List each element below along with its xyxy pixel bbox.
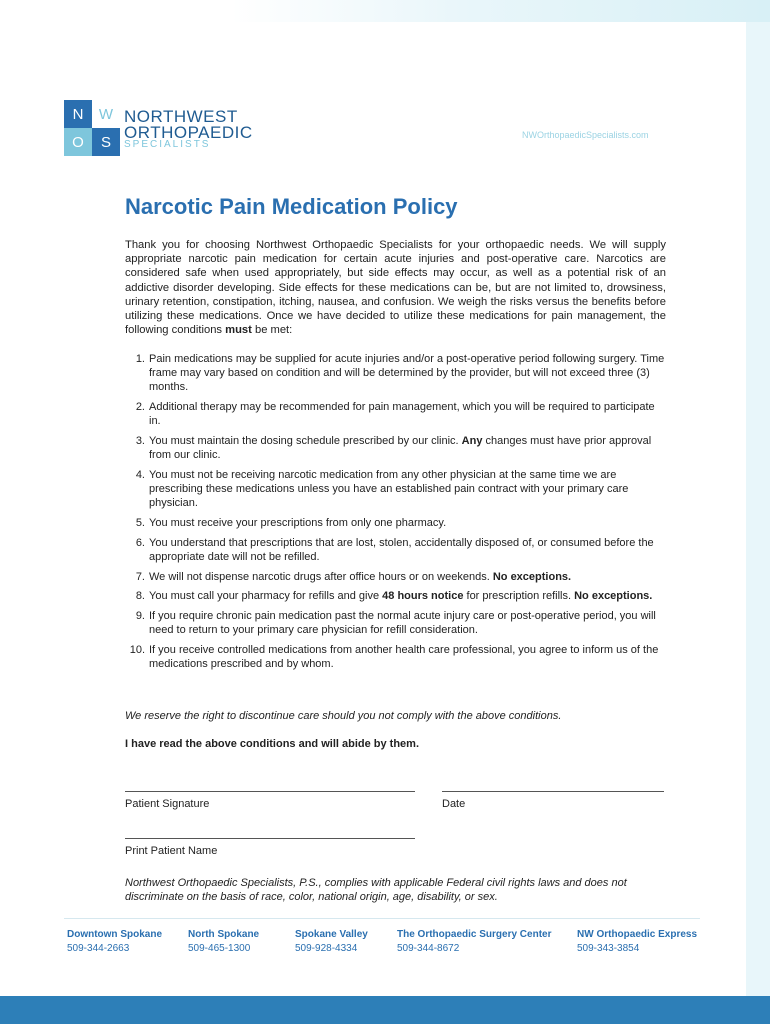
location-surgery-center [397,928,551,956]
intro-paragraph [125,238,666,337]
condition-number: 5. [135,517,145,530]
date-label: Date [442,798,466,810]
condition-item [125,516,666,530]
condition-item [125,434,666,462]
condition-number: 8. [135,590,145,603]
condition-item [125,400,666,428]
location-north-spokane [188,928,259,956]
condition-item [125,589,666,603]
location-phone[interactable]: 509-344-2663 [67,943,130,954]
intro-end: be met: [251,324,293,337]
condition-item [125,536,666,564]
condition-text: You must receive your prescriptions from only one pharmacy. [149,517,447,530]
logo-letter-w: W [92,100,120,128]
condition-item [125,643,666,671]
condition-emphasis: No exceptions. [492,570,572,583]
footer-divider [64,918,700,919]
condition-text: We will not dispense narcotic drugs after office hours or on weekends. [149,570,493,583]
location-spokane-valley [295,928,368,956]
right-decorative-band [746,22,770,996]
condition-number: 4. [135,468,145,481]
intro-must: must [225,324,252,337]
condition-number: 2. [135,401,145,414]
condition-item [125,352,666,395]
location-phone[interactable]: 509-344-8672 [397,943,460,954]
patient-signature-label: Patient Signature [125,798,210,810]
condition-number: 6. [135,536,145,549]
company-logo [64,100,264,160]
condition-text: Pain medications may be supplied for acute injuries and/or a post-operative period following surgery. Time frame may vary based on condition and will be determined by the provider, but will not exceed three (3) months. [149,353,665,394]
top-decorative-stripe [0,0,770,22]
civil-rights-notice: Northwest Orthopaedic Specialists, P.S., complies with applicable Federal civil rights laws and does not discriminate on the basis of race, color, national origin, age, disability, or sex. [125,877,627,903]
bottom-decorative-band [0,996,770,1024]
document-title: Narcotic Pain Medication Policy [125,194,458,219]
logo-wordmark-line1: NORTHWEST [124,107,238,126]
location-phone[interactable]: 509-343-3854 [577,943,640,954]
logo-letter-n: N [64,100,92,128]
condition-text: You understand that prescriptions that are lost, stolen, accidentally disposed of, or consumed before the appropriate date will not be refilled. [149,536,654,563]
logo-wordmark-line3: SPECIALISTS [124,139,211,150]
logo-letter-s: S [92,128,120,156]
conditions-list [125,352,666,677]
location-name: Downtown Spokane [67,929,162,940]
condition-text: You must not be receiving narcotic medication from any other physician at the same time we are prescribing these medications unless you have an established pain contract with your primary care physician. [149,468,629,510]
condition-number: 1. [135,353,145,365]
condition-text: for prescription refills. [463,590,575,603]
intro-text: Thank you for choosing Northwest Orthopaedic Specialists for your orthopaedic needs. We will supply appropriate narcotic pain medication for certain acute injuries and post-operative care. Narcotics are considered safe when used appropriately, but side effects may occur, as well as a potential risk of an addictive disorder developing. Side effects for these medications can be, but are not limited to, drowsiness, urinary retention, constipation, itching, nausea, and confusion. We weigh the risks versus the benefits before utilizing these medications. Once we have decided to utilize these medications for pain management, the following conditions [125,239,666,337]
website-url: NWOrthopaedicSpecialists.com [522,130,649,140]
patient-signature-line[interactable] [125,791,415,792]
print-name-label: Print Patient Name [125,845,218,857]
date-line[interactable] [442,791,664,792]
condition-number: 10. [129,643,145,656]
location-name: NW Orthopaedic Express [577,929,698,940]
location-name: The Orthopaedic Surgery Center [397,929,552,940]
location-name: Spokane Valley [295,929,368,940]
logo-letter-o: O [64,128,92,156]
condition-number: 3. [135,435,145,448]
condition-text: changes must have prior approval from our clinic. [149,435,652,462]
condition-item [125,468,666,511]
condition-item [125,570,666,584]
condition-text: You must maintain the dosing schedule prescribed by our clinic. [149,435,462,448]
condition-text: You must call your pharmacy for refills and give [149,590,383,603]
print-name-line[interactable] [125,838,415,839]
logo-monogram [64,100,120,156]
condition-number: 7. [135,570,145,583]
location-name: North Spokane [188,929,260,940]
location-downtown-spokane [67,928,162,956]
location-phone[interactable]: 509-465-1300 [188,943,251,954]
condition-emphasis: Any [461,435,483,448]
condition-text: Additional therapy may be recommended for pain management, which you will be required to participate in. [149,401,655,428]
condition-text: If you receive controlled medications from another health care professional, you agree to inform us of the medications prescribed and by whom. [149,643,659,671]
condition-emphasis: 48 hours notice [382,590,464,603]
condition-number: 9. [135,610,145,623]
condition-item [125,609,666,637]
acknowledgement-statement: I have read the above conditions and will abide by them. [125,738,420,750]
location-phone[interactable]: 509-928-4334 [295,943,358,954]
location-nw-orthopaedic-express [577,928,697,956]
reserve-right-statement: We reserve the right to discontinue care should you not comply with the above conditions. [125,710,562,722]
logo-wordmark-line2: ORTHOPAEDIC [124,123,253,142]
condition-emphasis: No exceptions. [574,590,653,603]
condition-text: If you require chronic pain medication past the normal acute injury care or post-operative period, you will need to return to your primary care physician for refill consideration. [149,610,656,637]
